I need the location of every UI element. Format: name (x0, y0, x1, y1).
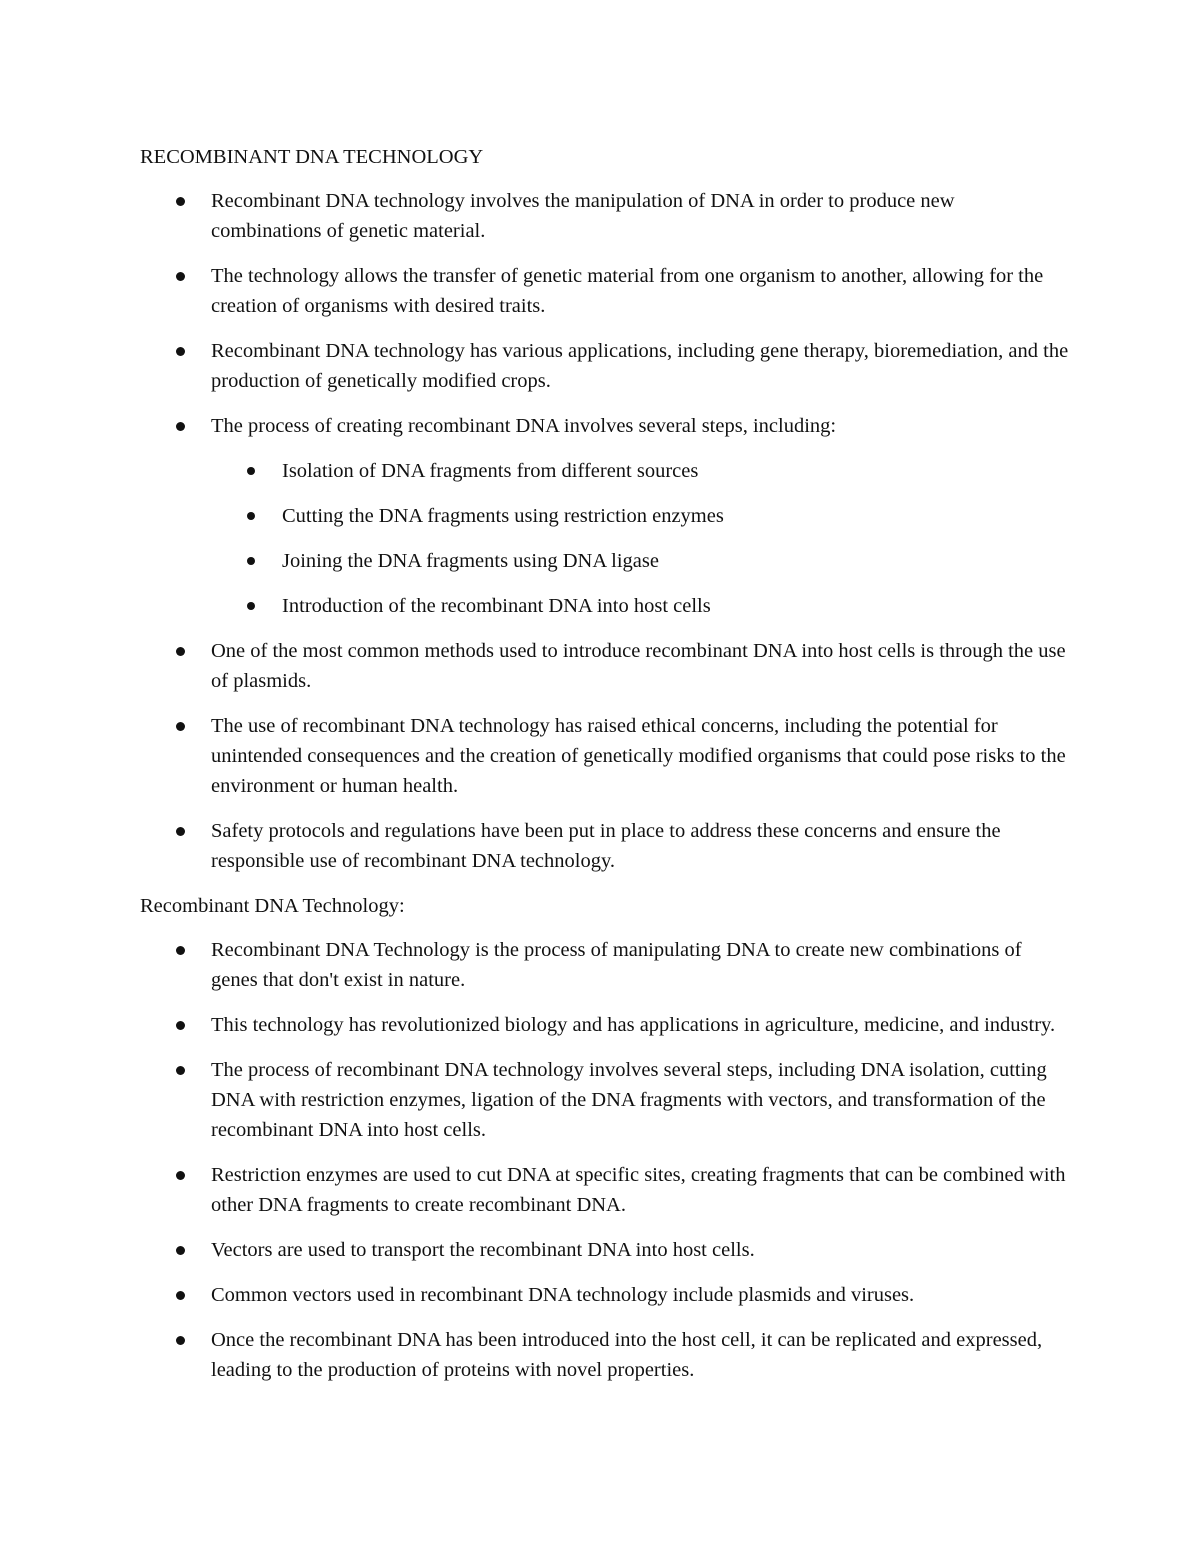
bullet-icon (176, 1336, 185, 1345)
bullet-icon (247, 512, 255, 520)
section-heading: Recombinant DNA Technology: (140, 895, 405, 917)
sub-list-item (211, 456, 1070, 486)
list-item-text: The technology allows the transfer of genetic material from one organism to another, allowing for the creation of organisms with desired traits. (211, 265, 1044, 317)
bullet-icon (176, 647, 185, 656)
list-item-text: The process of recombinant DNA technology involves several steps, including DNA isolation, cutting DNA with restriction enzymes, ligation of the DNA fragments with vectors, and transformation of the recombinant DNA into host cells. (211, 1059, 1047, 1141)
section-heading: RECOMBINANT DNA TECHNOLOGY (140, 146, 484, 168)
list-item-text: Once the recombinant DNA has been introduced into the host cell, it can be replicated and expressed, leading to the production of proteins with novel properties. (211, 1329, 1043, 1381)
bullet-icon (176, 347, 185, 356)
list-item-text: Recombinant DNA Technology is the process of manipulating DNA to create new combinations of genes that don't exist in nature. (211, 939, 1022, 991)
sub-list-item (211, 546, 1070, 576)
bullet-icon (176, 272, 185, 281)
bullet-icon (176, 827, 185, 836)
bullet-icon (247, 557, 255, 565)
bullet-icon (176, 1291, 185, 1300)
bullet-icon (247, 467, 255, 475)
document-body (140, 142, 1070, 1400)
list-item (140, 1325, 1070, 1385)
bullet-list (140, 935, 1070, 1385)
list-item-text: Safety protocols and regulations have been put in place to address these concerns and ensure the responsible use of recombinant DNA technology. (211, 820, 1001, 872)
list-item (140, 1280, 1070, 1310)
bullet-icon (176, 722, 185, 731)
list-item (140, 336, 1070, 396)
sub-list-item-text: Cutting the DNA fragments using restriction enzymes (282, 505, 724, 527)
sub-list-item-text: Isolation of DNA fragments from different sources (282, 460, 699, 482)
list-item-text: Vectors are used to transport the recombinant DNA into host cells. (211, 1239, 755, 1261)
list-item (140, 636, 1070, 696)
bullet-icon (176, 197, 185, 206)
sub-list-item-text: Introduction of the recombinant DNA into host cells (282, 595, 711, 617)
bullet-icon (176, 1171, 185, 1180)
bullet-icon (176, 422, 185, 431)
bullet-icon (176, 946, 185, 955)
list-item-text: Recombinant DNA technology involves the manipulation of DNA in order to produce new combinations of genetic material. (211, 190, 955, 242)
list-item (140, 816, 1070, 876)
list-item (140, 1235, 1070, 1265)
list-item (140, 711, 1070, 801)
section-recombinant-dna-technology (140, 142, 1070, 876)
sub-list-item (211, 591, 1070, 621)
bullet-icon (176, 1066, 185, 1075)
bullet-icon (176, 1021, 185, 1030)
list-item-text: The use of recombinant DNA technology has raised ethical concerns, including the potential for unintended consequences and the creation of genetically modified organisms that could pose risks to the environment or human health. (211, 715, 1066, 797)
list-item (140, 411, 1070, 621)
section-recombinant-dna-technology-summary (140, 891, 1070, 1385)
sub-list-item (211, 501, 1070, 531)
list-item-text: This technology has revolutionized biology and has applications in agriculture, medicine, and industry. (211, 1014, 1056, 1036)
sub-bullet-list (211, 456, 1070, 621)
bullet-list (140, 186, 1070, 876)
list-item (140, 186, 1070, 246)
bullet-icon (176, 1246, 185, 1255)
bullet-icon (247, 602, 255, 610)
list-item (140, 261, 1070, 321)
sub-list-item-text: Joining the DNA fragments using DNA ligase (282, 550, 659, 572)
list-item (140, 1055, 1070, 1145)
list-item-text: Restriction enzymes are used to cut DNA at specific sites, creating fragments that can be combined with other DNA fragments to create recombinant DNA. (211, 1164, 1066, 1216)
list-item-text: Recombinant DNA technology has various applications, including gene therapy, bioremediation, and the production of genetically modified crops. (211, 340, 1069, 392)
list-item-text: Common vectors used in recombinant DNA technology include plasmids and viruses. (211, 1284, 915, 1306)
list-item-text: The process of creating recombinant DNA involves several steps, including: (211, 415, 837, 437)
list-item (140, 935, 1070, 995)
list-item-text: One of the most common methods used to introduce recombinant DNA into host cells is through the use of plasmids. (211, 640, 1066, 692)
list-item (140, 1160, 1070, 1220)
list-item (140, 1010, 1070, 1040)
